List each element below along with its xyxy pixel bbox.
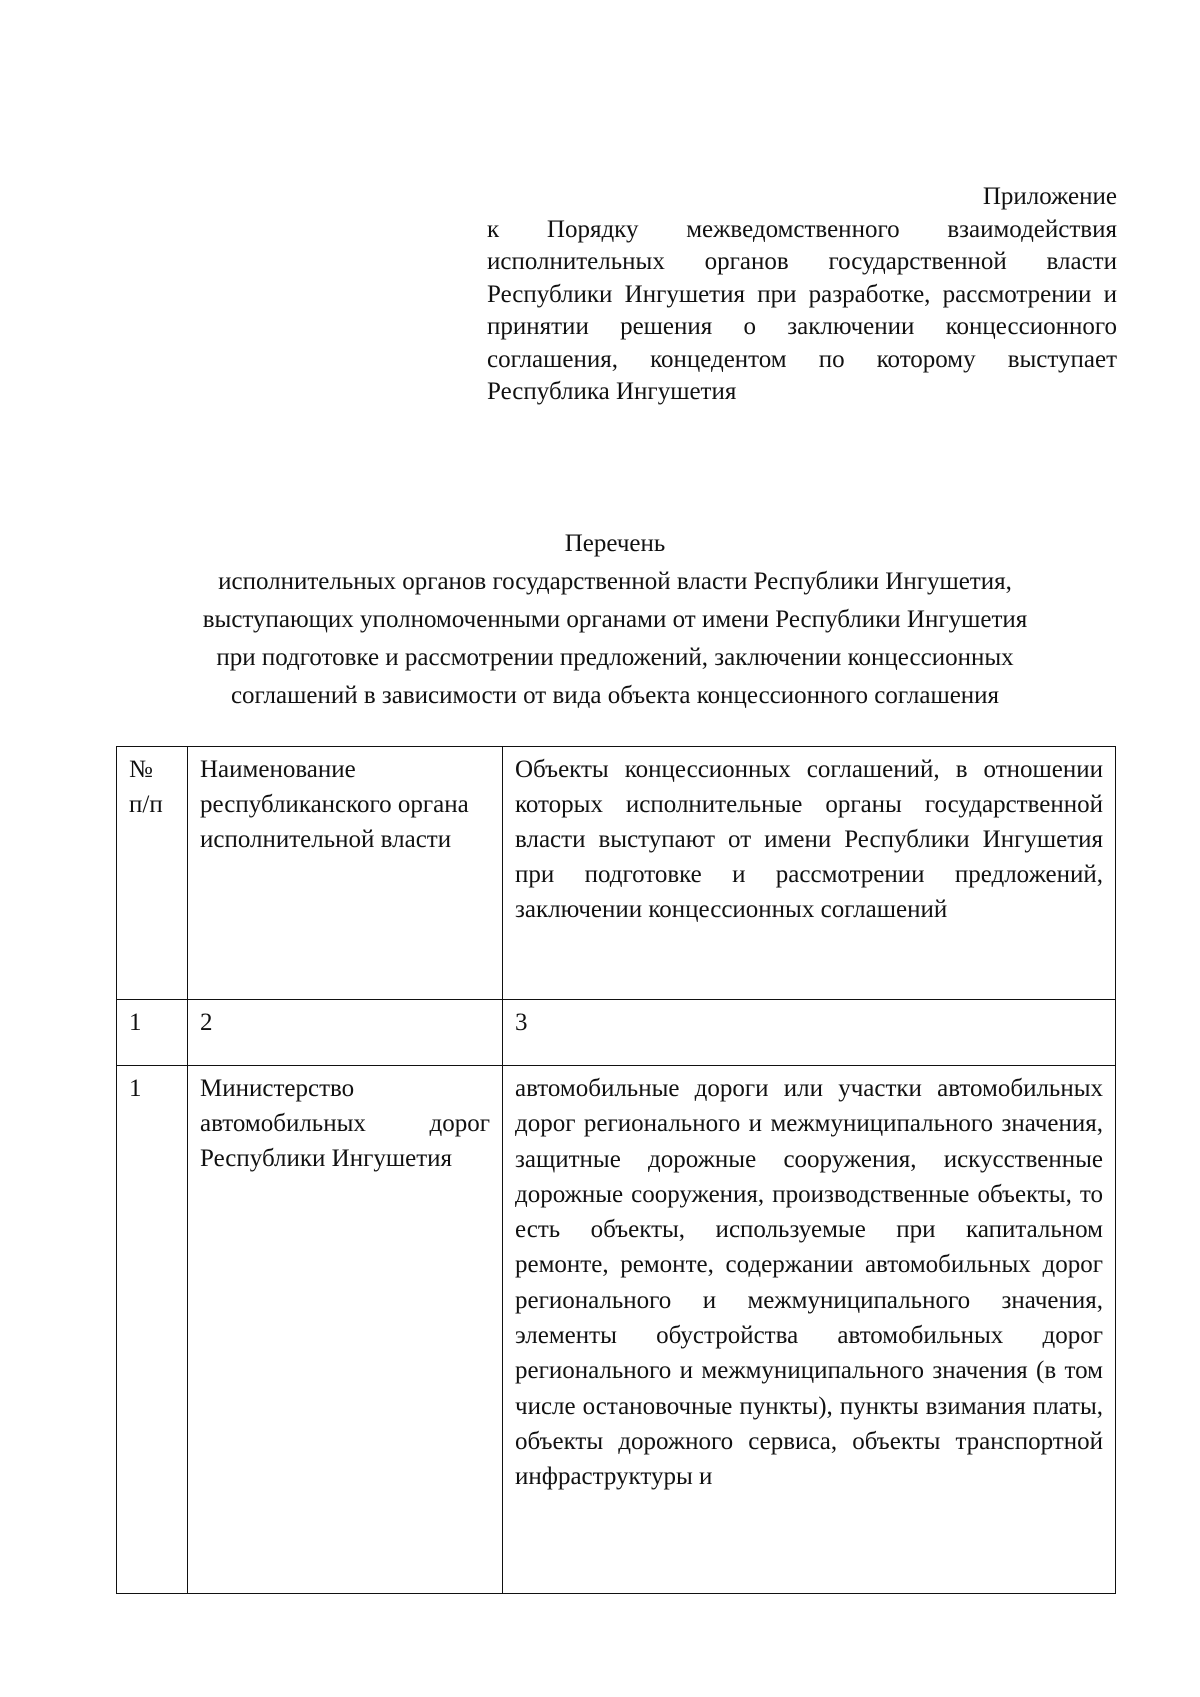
list-subtitle-line: соглашений в зависимости от вида объекта концессионного соглашения xyxy=(230,682,1000,709)
row-organ-cell: Министерство автомобильных дорог Республики Ингушетия xyxy=(188,1066,503,1594)
table-header-row xyxy=(117,747,1116,1000)
row-number-cell: 1 xyxy=(117,1066,188,1594)
appendix-text: к Порядку межведомственного взаимодействия исполнительных органов государственной власти Республики Ингушетия при разработке, рассмотрении и принятии решения о заключении концессионного соглашения, концедентом по которому выступает Республика Ингушетия xyxy=(487,215,1117,405)
list-heading xyxy=(115,525,1115,715)
header-cell-objects: Объекты концессионных соглашений, в отношении которых исполнительные органы государственной власти выступают от имени Республики Ингушетия при подготовке и рассмотрении предложений, заключении концессионных соглашений xyxy=(503,747,1116,1000)
appendix-title: Приложение xyxy=(982,183,1117,210)
appendix-block xyxy=(487,181,1117,409)
column-number-row xyxy=(117,1000,1116,1066)
column-number-cell: 1 xyxy=(117,1000,188,1066)
column-number-cell: 2 xyxy=(188,1000,503,1066)
header-cell-organ: Наименование республиканского органа исполнительной власти xyxy=(188,747,503,1000)
list-title: Перечень xyxy=(564,530,666,557)
authorities-table xyxy=(116,746,1116,1594)
row-objects-cell: автомобильные дороги или участки автомобильных дорог регионального и межмуниципального значения, защитные дорожные сооружения, искусственные дорожные сооружения, производственные объекты, то есть объекты, используемые при капитальном ремонте, ремонте, содержании автомобильных дорог регионального и межмуниципального значения, элементы обустройства автомобильных дорог регионального и межмуниципального значения (в том числе остановочные пункты), пункты взимания платы, объекты дорожного сервиса, объекты транспортной инфраструктуры и xyxy=(503,1066,1116,1594)
header-cell-number: № п/п xyxy=(117,747,188,1000)
list-subtitle-line: выступающих уполномоченными органами от имени Республики Ингушетия xyxy=(202,606,1028,633)
table-row xyxy=(117,1066,1116,1594)
list-subtitle-line: при подготовке и рассмотрении предложений, заключении концессионных xyxy=(216,644,1014,671)
list-subtitle-line: исполнительных органов государственной власти Республики Ингушетия, xyxy=(218,568,1012,595)
column-number-cell: 3 xyxy=(503,1000,1116,1066)
